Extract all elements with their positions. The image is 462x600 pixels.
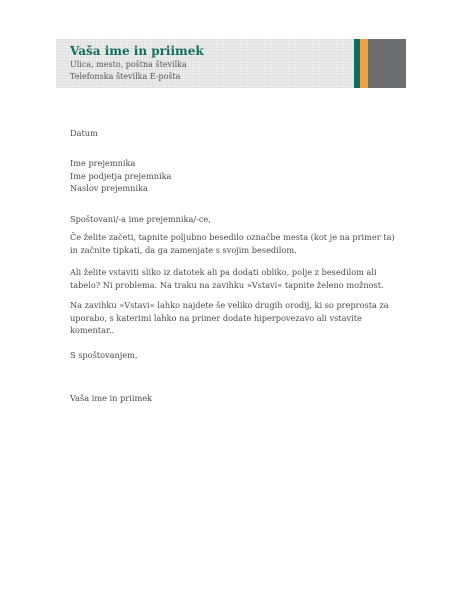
- accent-stripe-orange: [360, 39, 368, 88]
- sender-contact[interactable]: Telefonska številka E-pošta: [70, 72, 181, 81]
- recipient-company[interactable]: Ime podjetja prejemnika: [70, 170, 172, 181]
- body-paragraph[interactable]: Ali želite vstaviti sliko iz datotek ali pa dodati obliko, polje z besedilom ali tabelo? Ni problema. Na traku na zavihku »Vstavi« tapnite želeno možnost.: [70, 267, 384, 290]
- recipient-name[interactable]: Ime prejemnika: [70, 158, 136, 168]
- closing[interactable]: S spoštovanjem,: [70, 350, 138, 360]
- header-accent-stripes: [354, 39, 406, 88]
- salutation[interactable]: Spoštovani/-a ime prejemnika/-ce,: [70, 214, 211, 224]
- sender-name[interactable]: Vaša ime in priimek: [70, 44, 204, 58]
- sender-address[interactable]: Ulica, mesto, poštna številka: [70, 60, 187, 69]
- recipient-address[interactable]: Naslov prejemnika: [70, 183, 148, 193]
- body-paragraph[interactable]: Če želite začeti, tapnite poljubno besedilo označbe mesta (kot je na primer ta) in začnite tipkati, da ga zamenjate s svojim besedilom.: [70, 232, 395, 255]
- letter-date[interactable]: Datum: [70, 128, 98, 138]
- accent-stripe-gray: [368, 39, 406, 88]
- body-paragraph[interactable]: Na zavihku »Vstavi« lahko najdete še veliko drugih orodij, ki so preprosta za uporabo, s katerimi lahko na primer dodate hiperpovezavo ali vstavite komentar..: [70, 300, 389, 335]
- signature-name[interactable]: Vaša ime in priimek: [70, 393, 153, 403]
